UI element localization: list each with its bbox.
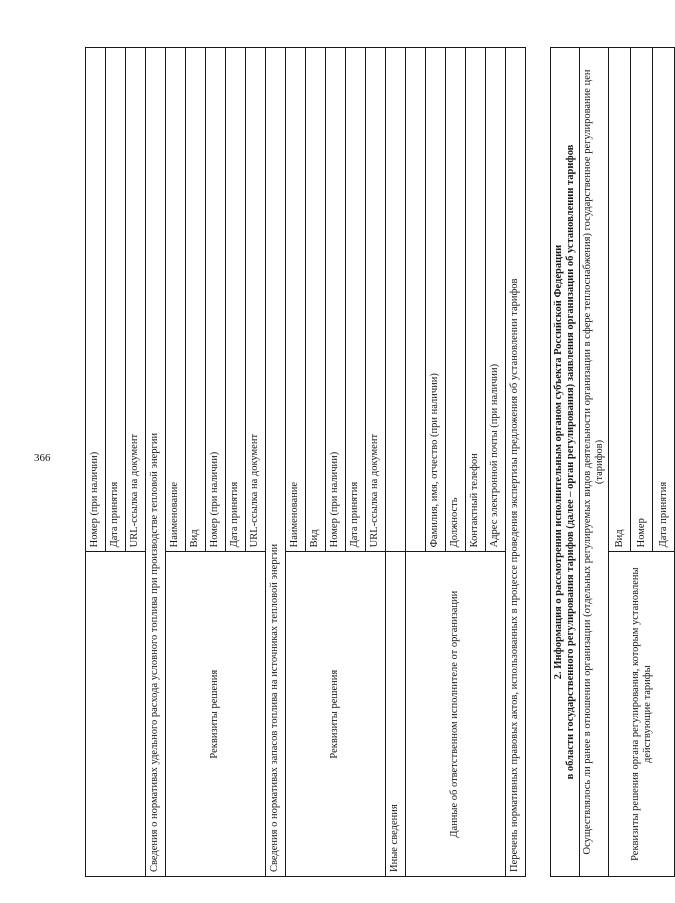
section-2-heading [551, 48, 580, 877]
section-heading-row [266, 48, 286, 877]
page-number: 366 [34, 452, 51, 464]
regulatory-acts-row: Перечень нормативных правовых актов, использованных в процессе проведения экспертизы предложения об установлении тарифов [506, 48, 526, 877]
section-heading-row [386, 48, 406, 877]
field-label: URL-ссылка на документ [366, 48, 386, 552]
blank-cell [86, 552, 146, 877]
regulator-decision-label: Реквизиты решения органа регулирования, которым установлены действующие тарифы [609, 552, 675, 877]
field-label: Наименование [166, 48, 186, 552]
fuel-consumption-heading: Сведения о нормативах удельного расхода условного топлива при производстве тепловой энергии [146, 48, 166, 877]
field-label: Номер (при наличии) [206, 48, 226, 552]
field-label: Вид [186, 48, 206, 552]
decision-details-label: Реквизиты решения [286, 552, 386, 877]
field-label: URL-ссылка на документ [126, 48, 146, 552]
field-label: Адрес электронной почты (при наличии) [486, 48, 506, 552]
table-row [580, 48, 609, 877]
criteria-table [85, 47, 526, 877]
field-label: Дата принятия [106, 48, 126, 552]
field-label: Номер (при наличии) [326, 48, 346, 552]
field-label: Номер [631, 48, 653, 552]
field-label: Контактный телефон [466, 48, 486, 552]
table-row [286, 48, 306, 877]
field-label: Наименование [286, 48, 306, 552]
section-heading-row [146, 48, 166, 877]
blank-cell [406, 48, 426, 552]
decision-details-label: Реквизиты решения [166, 552, 266, 877]
field-label: Номер (при наличии) [86, 48, 106, 552]
section-2-heading-line: в области государственного регулирования тарифов (далее – орган регулирования) заявления организации об установлении тарифов [565, 144, 577, 780]
blank-cell [386, 48, 406, 552]
fuel-reserves-heading: Сведения о нормативах запасов топлива на источниках тепловой энергии [266, 48, 286, 877]
table-row [86, 48, 106, 877]
table-row [166, 48, 186, 877]
field-label: Должность [446, 48, 466, 552]
prior-regulation-question: Осуществлялось ли ранее в отношении организации (отдельных регулируемых видов деятельности организации в сфере теплоснабжения) государственное регулирование цен (тарифов) [580, 48, 609, 877]
field-label: Вид [306, 48, 326, 552]
section-heading-row [551, 48, 580, 877]
field-label: URL-ссылка на документ [246, 48, 266, 552]
field-label: Дата принятия [226, 48, 246, 552]
table-row [406, 48, 426, 877]
rotated-content [85, 47, 669, 877]
responsible-person-label: Данные об ответственном исполнителе от организации [406, 552, 506, 877]
field-label: Дата принятия [653, 48, 675, 552]
field-label: Фамилия, имя, отчество (при наличии) [426, 48, 446, 552]
table-row [609, 48, 631, 877]
other-info-heading: Иные сведения [386, 552, 406, 877]
field-label: Вид [609, 48, 631, 552]
field-label: Дата принятия [346, 48, 366, 552]
section-heading-row [506, 48, 526, 877]
section-2-heading-line: 2. Информация о рассмотрении исполнительным органом субъекта Российской Федерации [553, 244, 564, 680]
regulation-info-table [550, 47, 675, 877]
